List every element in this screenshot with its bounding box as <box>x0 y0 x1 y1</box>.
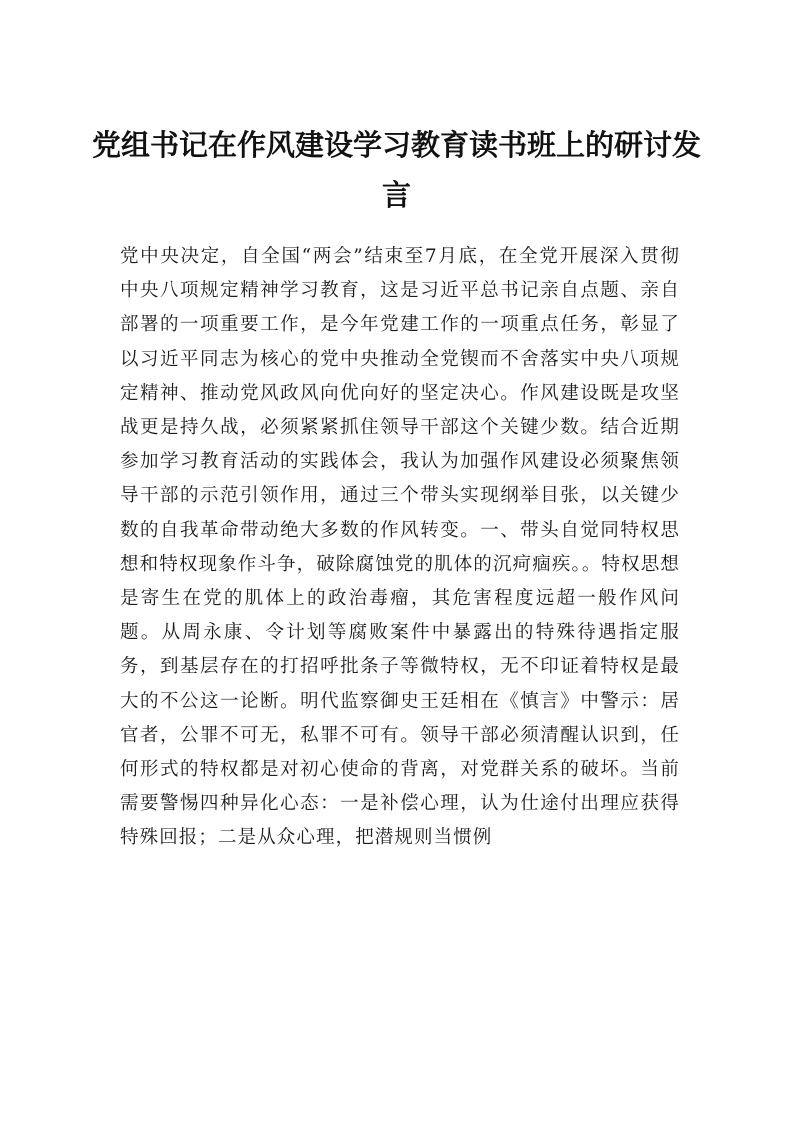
document-title: 党组书记在作风建设学习教育读书班上的研讨发言 <box>91 128 701 212</box>
document-body-paragraph: 党中央决定，自全国“两会”结束至7月底，在全党开展深入贯彻中央八项规定精神学习教育，这是习近平总书记亲自点题、亲自部署的一项重要工作，是今年党建工作的一项重点任务，彰显了以习近平同志为核心的党中央推动全党锲而不舍落实中央八项规定精神、推动党风政风向优向好的坚定决心。作风建设既是攻坚战更是持久战，必须紧紧抓住领导干部这个关键少数。结合近期参加学习教育活动的实践体会，我认为加强作风建设必须聚焦领导干部的示范引领作用，通过三个带头实现纲举目张，以关键少数的自我革命带动绝大多数的作风转变。一、带头自觉同特权思想和特权现象作斗争，破除腐蚀党的肌体的沉疴痼疾。。特权思想是寄生在党的肌体上的政治毒瘤，其危害程度远超一般作风问题。从周永康、令计划等腐败案件中暴露出的特殊待遇指定服务，到基层存在的打招呼批条子等微特权，无不印证着特权是最大的不公这一论断。明代监察御史王廷相在《慎言》中警示：居官者，公罪不可无，私罪不可有。领导干部必须清醒认识到，任何形式的特权都是对初心使命的背离，对党群关系的破坏。当前需要警惕四种异化心态：一是补偿心理，认为仕途付出理应获得特殊回报；二是从众心理，把潜规则当惯例 <box>120 246 680 849</box>
